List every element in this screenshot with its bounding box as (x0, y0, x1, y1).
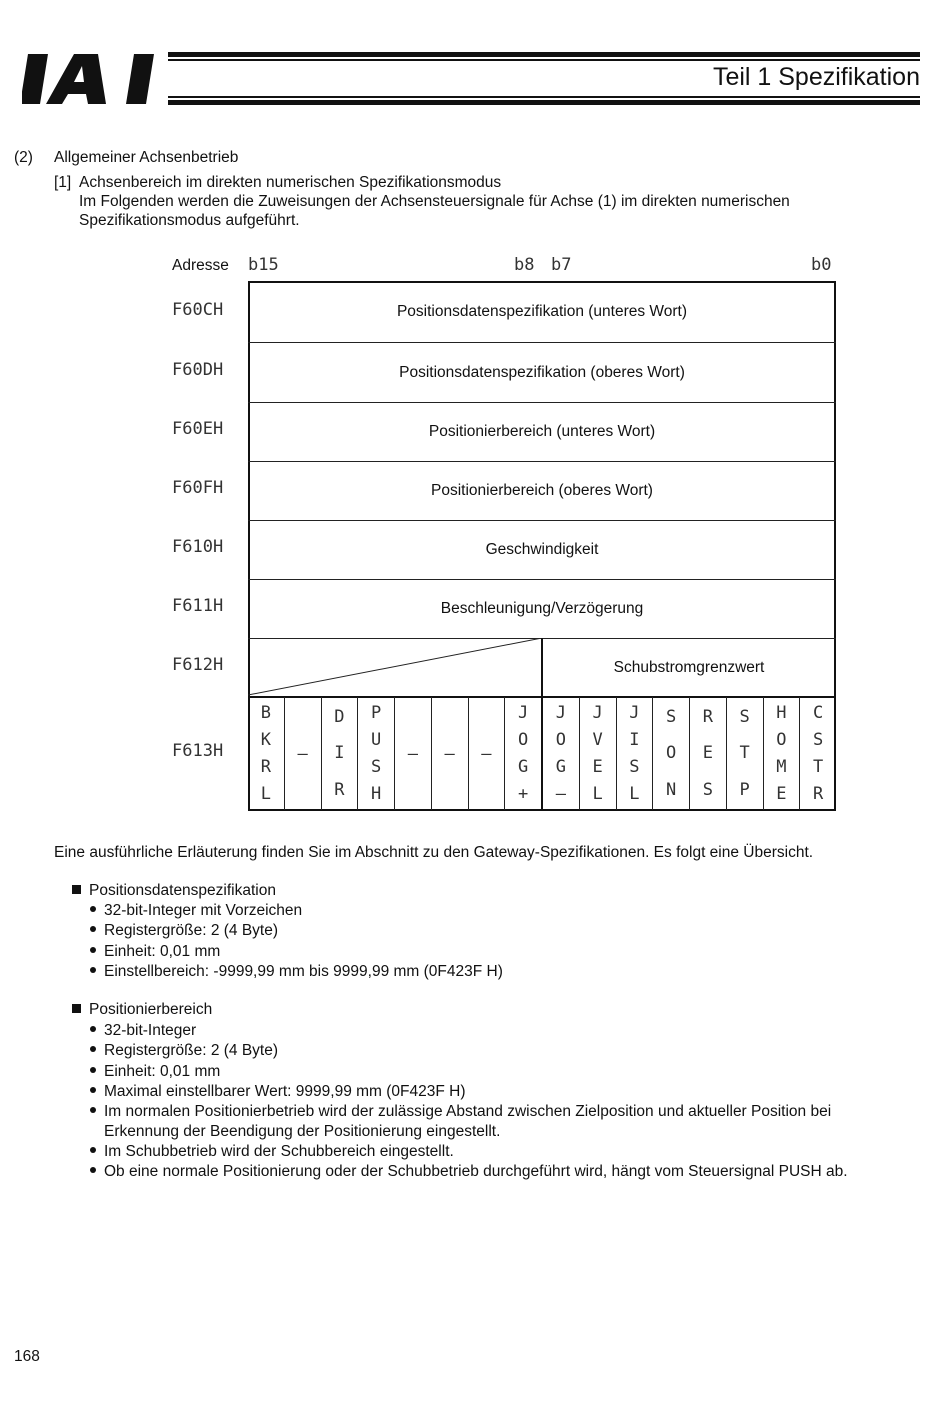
control-bit-char: T (813, 757, 824, 778)
list-item (90, 901, 302, 920)
control-bit-cell (248, 697, 285, 810)
bullet-icon (90, 1167, 96, 1173)
control-bit-cell (469, 697, 506, 810)
list-item-text: Einheit: 0,01 mm (104, 943, 221, 960)
list-item-text: Ob eine normale Positionierung oder der Schubbetrieb durchgeführt wird, hängt vom Steuersignal PUSH ab. (104, 1163, 848, 1180)
control-bit-char: S (371, 757, 382, 778)
control-bit-char: R (334, 779, 345, 800)
register-address: F60EH (172, 419, 224, 439)
control-bit-char: J (555, 702, 566, 723)
control-bit-char: + (518, 784, 529, 805)
control-bit-cell (617, 697, 654, 810)
bullet-icon (90, 947, 96, 953)
list-heading-text: Positionierbereich (89, 1001, 213, 1018)
header-rule (168, 96, 920, 98)
register-row-label: Schubstromgrenzwert (613, 658, 765, 676)
list-item (90, 1082, 466, 1101)
bullet-icon (90, 1147, 96, 1153)
square-bullet-icon (72, 1004, 81, 1013)
bullet-icon (90, 1026, 96, 1032)
control-bit-char: K (260, 729, 271, 750)
control-bit-char: G (555, 757, 566, 778)
bullet-icon (90, 926, 96, 932)
register-row-label: Positionsdatenspezifikation (unteres Wort) (396, 303, 688, 320)
control-bit-char: H (371, 784, 382, 805)
list-item-text: Registergröße: 2 (4 Byte) (104, 922, 279, 939)
control-bit-cell (727, 697, 764, 810)
control-bits-row (248, 697, 836, 810)
control-bit-char: — (407, 743, 418, 764)
list-item-text: Maximal einstellbarer Wert: 9999,99 mm (0F423F H) (104, 1083, 466, 1100)
control-bit-char: — (297, 743, 308, 764)
control-bit-char: S (629, 757, 640, 778)
section-number: (2) (14, 149, 33, 166)
control-bit-cell (322, 697, 359, 810)
list-item-continuation: Erkennung der Beendigung der Positionierung eingestellt. (104, 1123, 501, 1140)
control-bit-char: — (444, 743, 455, 764)
list-item (90, 921, 278, 940)
bullet-icon (90, 1067, 96, 1073)
list-item-text: Einstellbereich: -9999,99 mm bis 9999,99 mm (0F423F H) (104, 963, 503, 980)
bit-label-b8: b8 (514, 255, 535, 275)
register-address: F60FH (172, 478, 224, 498)
control-bit-char: J (592, 702, 603, 723)
register-row-label: Positionierbereich (oberes Wort) (431, 482, 653, 499)
list-item (90, 1062, 220, 1081)
register-row-label: Beschleunigung/Verzögerung (440, 600, 644, 617)
control-bit-cell (505, 697, 543, 810)
list-item (90, 962, 503, 981)
subsection-number: [1] (54, 174, 72, 191)
intro-text: Spezifikationsmodus aufgeführt. (79, 212, 300, 229)
control-bit-char: — (481, 743, 492, 764)
bullet-icon (90, 1107, 96, 1113)
register-address: F60DH (172, 360, 224, 380)
control-bit-char: E (702, 743, 713, 764)
bullet-icon (90, 1046, 96, 1052)
bullet-icon (90, 906, 96, 912)
list-heading-text: Positionsdatenspezifikation (89, 882, 276, 899)
control-bit-char: U (371, 729, 382, 750)
list-heading (72, 881, 276, 900)
control-bit-cell (580, 697, 617, 810)
section-title: Allgemeiner Achsenbetrieb (54, 149, 239, 166)
intro-text: Im Folgenden werden die Zuweisungen der Achsensteuersignale für Achse (1) im direkten numerischen (79, 193, 790, 210)
list-item (90, 1162, 848, 1181)
control-bit-char: — (555, 784, 566, 805)
control-bit-cell (432, 697, 469, 810)
list-heading (72, 1000, 212, 1019)
control-bit-char: O (776, 729, 787, 750)
square-bullet-icon (72, 885, 81, 894)
control-bit-char: O (518, 729, 529, 750)
bit-label-b0: b0 (811, 255, 832, 275)
register-address: F610H (172, 537, 224, 557)
list-item-text: Im normalen Positionierbetrieb wird der zulässige Abstand zwischen Zielposition und aktueller Position bei (104, 1103, 832, 1120)
control-bit-char: G (518, 757, 529, 778)
control-bit-char: O (666, 743, 677, 764)
header-rule (168, 59, 920, 61)
iai-logo (22, 50, 162, 108)
list-item-text: Einheit: 0,01 mm (104, 1063, 221, 1080)
control-bit-char: R (813, 784, 824, 805)
register-address: F611H (172, 596, 224, 616)
control-bit-cell (653, 697, 690, 810)
list-item-text: Im Schubbetrieb wird der Schubbereich eingestellt. (104, 1143, 454, 1160)
control-bit-char: R (702, 707, 713, 728)
control-bit-char: D (334, 707, 345, 728)
control-bit-char: S (702, 779, 713, 800)
register-row-label: Positionsdatenspezifikation (oberes Wort) (399, 363, 685, 381)
list-item-text: 32-bit-Integer (104, 1022, 197, 1039)
control-bit-cell (285, 697, 322, 810)
control-bit-cell (800, 697, 836, 810)
unused-byte-diagonal (248, 638, 542, 697)
register-row-label: Positionierbereich (unteres Wort) (428, 423, 656, 440)
control-bit-cell (690, 697, 727, 810)
control-bit-char: V (592, 729, 603, 750)
list-item (90, 1102, 831, 1121)
control-bit-char: C (813, 702, 824, 723)
address-header: Adresse (172, 257, 229, 274)
control-bit-char: T (739, 743, 750, 764)
control-bit-char: N (666, 779, 677, 800)
control-bit-char: S (739, 707, 750, 728)
bullet-icon (90, 967, 96, 973)
header-rule (168, 100, 920, 105)
control-bit-cell (358, 697, 395, 810)
register-row-label: Geschwindigkeit (485, 541, 599, 558)
control-bit-char: L (592, 784, 603, 805)
header-rule (168, 52, 920, 57)
control-bit-char: H (776, 702, 787, 723)
control-bit-char: E (592, 757, 603, 778)
control-bit-char: S (813, 729, 824, 750)
list-item (90, 942, 220, 961)
control-bit-char: R (260, 757, 271, 778)
list-item (90, 1021, 196, 1040)
control-bit-char: P (371, 702, 382, 723)
control-bit-char: P (739, 779, 750, 800)
page-header-title: Teil 1 Spezifikation (712, 63, 920, 91)
list-item (90, 1041, 278, 1060)
control-bit-char: J (629, 702, 640, 723)
subsection-title: Achsenbereich im direkten numerischen Spezifikationsmodus (79, 174, 502, 191)
control-bit-char: I (334, 743, 345, 764)
control-bit-cell (543, 697, 580, 810)
register-address: F613H (172, 741, 224, 761)
register-address: F612H (172, 655, 224, 675)
page-number: 168 (14, 1348, 40, 1365)
control-bit-char: S (666, 707, 677, 728)
register-address: F60CH (172, 300, 224, 320)
control-bit-char: L (260, 784, 271, 805)
bit-label-b15: b15 (248, 255, 279, 275)
list-item-text: 32-bit-Integer mit Vorzeichen (104, 902, 303, 919)
control-bit-char: E (776, 784, 787, 805)
note-text: Eine ausführliche Erläuterung finden Sie im Abschnitt zu den Gateway-Spezifikationen. Es folgt eine Übersicht. (54, 844, 814, 861)
control-bit-char: B (260, 702, 271, 723)
control-bit-cell (764, 697, 801, 810)
bit-label-b7: b7 (551, 255, 572, 275)
control-bit-char: L (629, 784, 640, 805)
control-bit-char: O (555, 729, 566, 750)
control-bit-char: I (629, 729, 640, 750)
control-bit-char: J (518, 702, 529, 723)
bullet-icon (90, 1087, 96, 1093)
list-item (90, 1142, 454, 1161)
control-bit-char: M (776, 757, 787, 778)
control-bit-cell (395, 697, 432, 810)
list-item-text: Registergröße: 2 (4 Byte) (104, 1042, 279, 1059)
